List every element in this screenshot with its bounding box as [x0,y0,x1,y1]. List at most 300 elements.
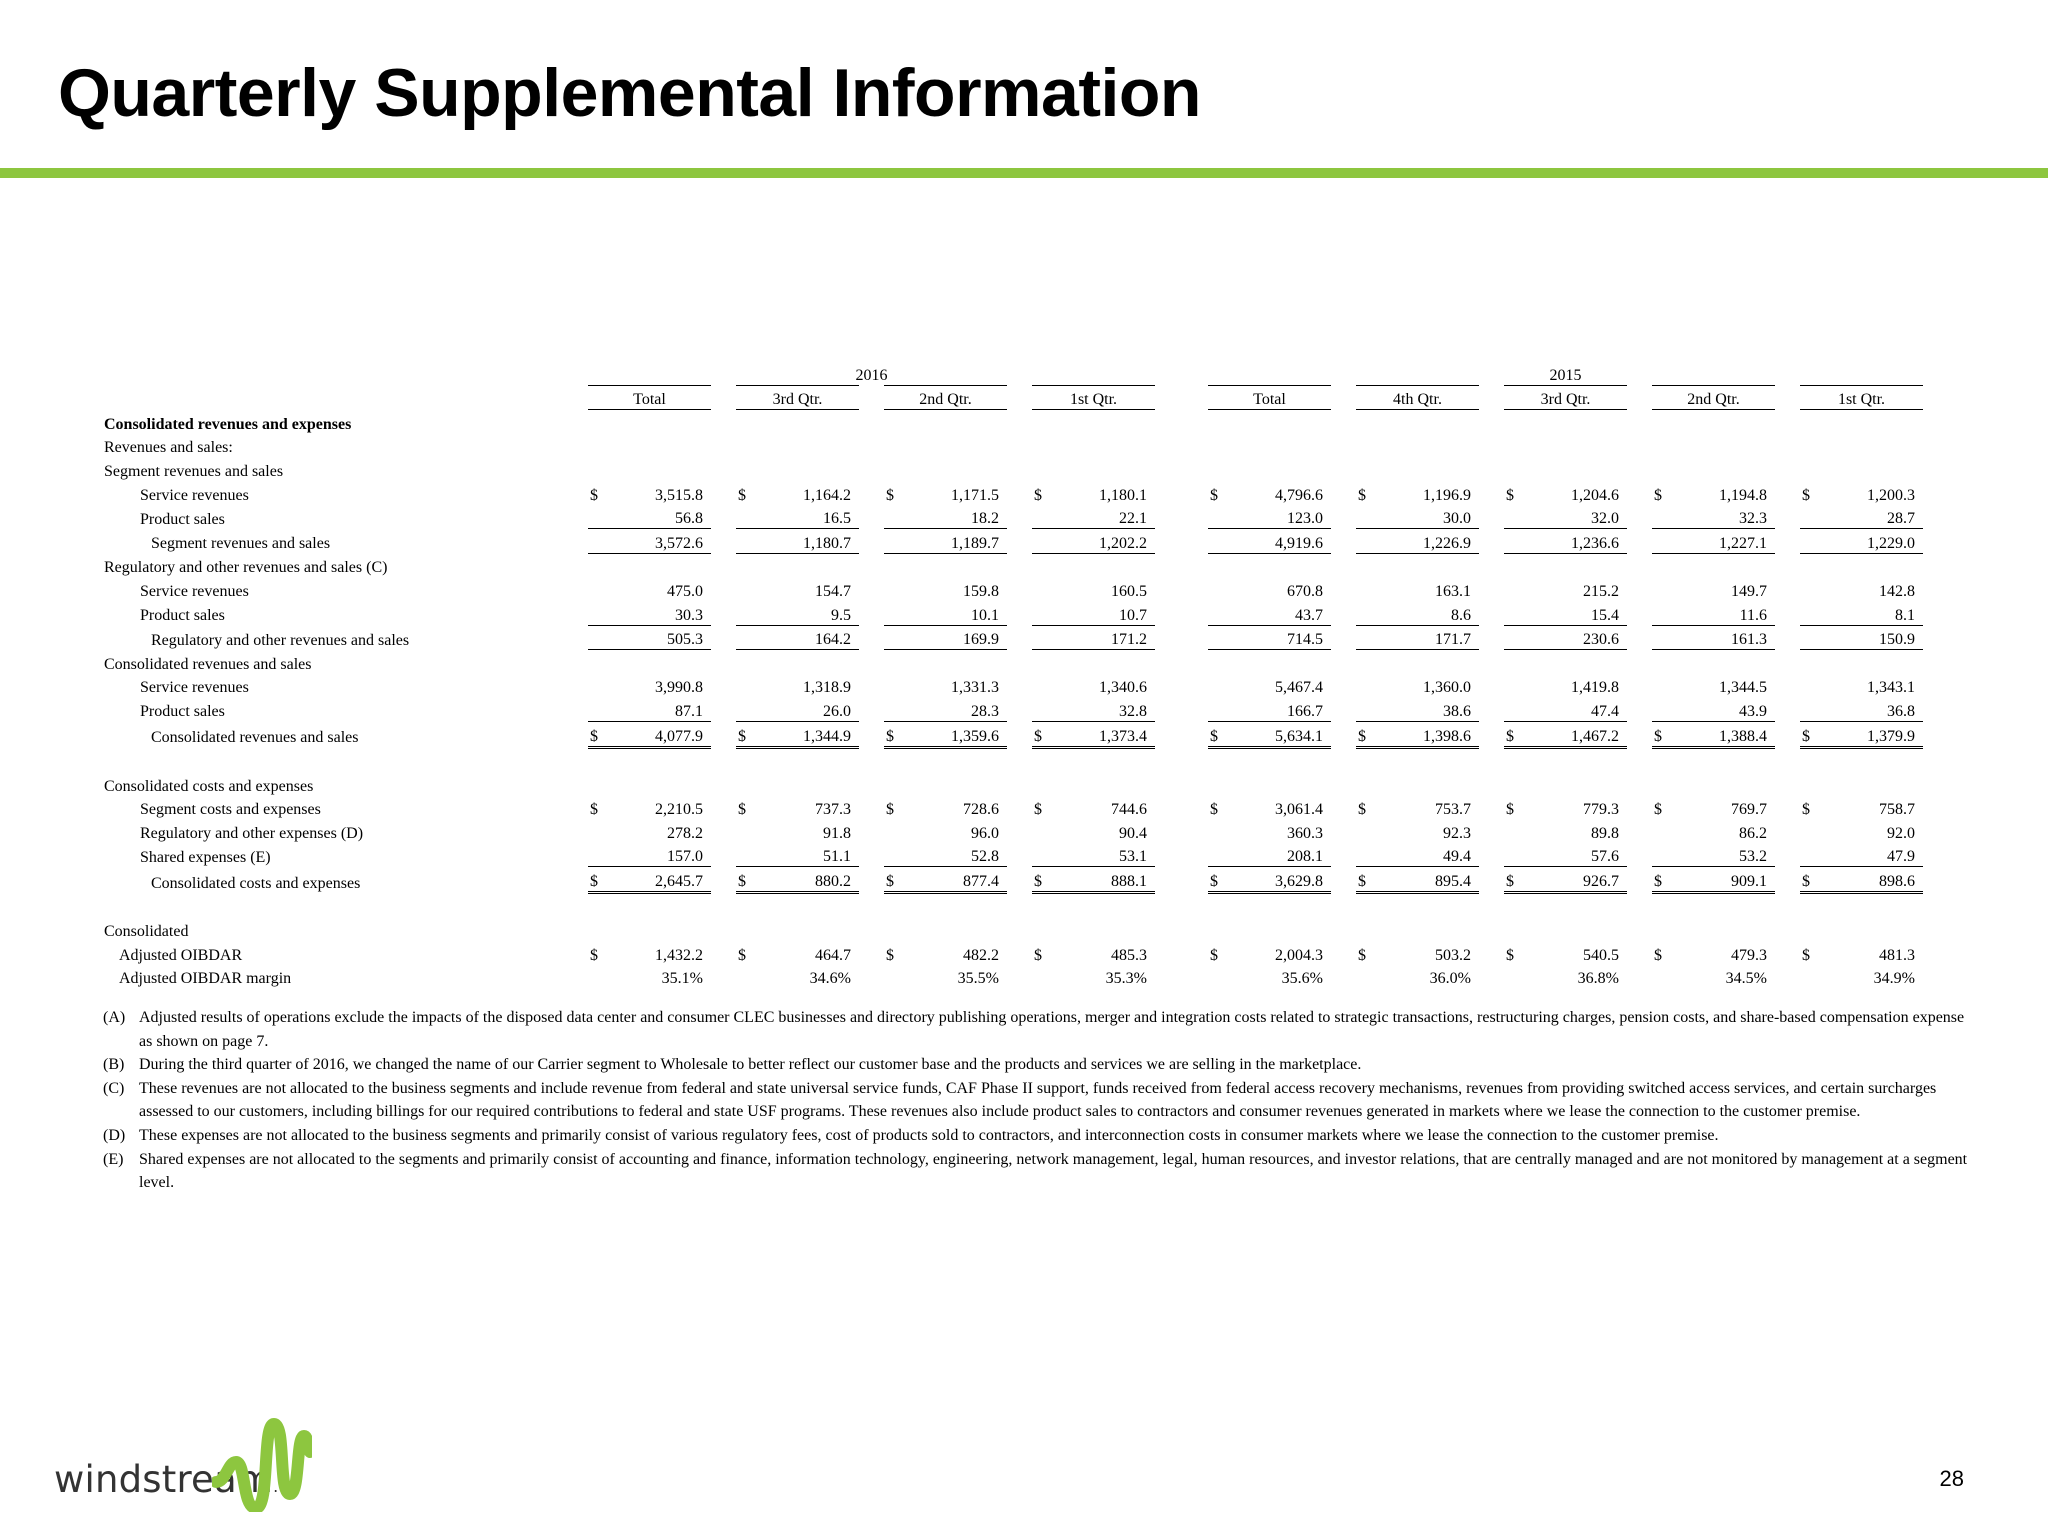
year-gap [1155,650,1208,674]
value-cell: 166.7 [1236,697,1331,721]
column-gap [859,965,884,989]
value-cell [764,650,859,674]
value-cell: 758.7 [1879,801,1915,819]
value-cell [1236,772,1331,796]
value-cell: 49.4 [1384,843,1479,867]
currency-symbol [1356,457,1384,481]
row-label: Shared expenses (E) [140,848,271,866]
value-cell [1060,553,1155,577]
currency-symbol [884,410,912,434]
value-cell: 481.3 [1879,946,1915,964]
value-cell: 164.2 [764,625,859,650]
column-gap [1775,674,1800,698]
column-gap [1331,772,1356,796]
column-gap [1627,505,1652,529]
currency-symbol [588,601,616,625]
currency-symbol [1652,505,1680,529]
section-label-row [98,747,1923,772]
column-gap [859,721,884,747]
value-cell [1680,918,1775,942]
value-cell [1384,457,1479,481]
table-row [98,577,1923,601]
currency-symbol: $ [1654,486,1662,504]
currency-symbol [588,650,616,674]
currency-symbol [588,625,616,650]
value-cell: 52.8 [912,843,1007,867]
currency-symbol [1652,650,1680,674]
value-cell: 149.7 [1731,582,1767,600]
row-label: Adjusted OIBDAR [119,946,243,964]
currency-symbol [1208,697,1236,721]
row-label: Service revenues [140,486,249,504]
currency-symbol [736,819,764,843]
column-gap [1331,410,1356,434]
value-cell [764,457,859,481]
value-cell: 22.1 [1060,505,1155,529]
value-cell [1532,747,1627,772]
year-gap [1155,410,1208,434]
value-cell [1060,457,1155,481]
year-gap [1155,747,1208,772]
column-gap [1331,721,1356,747]
column-header-row [98,385,1923,410]
value-cell: 1,344.5 [1719,679,1767,697]
row-label: Segment revenues and sales [104,462,284,480]
currency-symbol: $ [1504,721,1532,747]
column-gap [1007,893,1032,918]
column-gap [711,918,736,942]
currency-symbol [1800,650,1828,674]
value-cell [1060,434,1155,458]
currency-symbol [1504,819,1532,843]
currency-symbol [1356,965,1384,989]
value-cell: 1,236.6 [1532,529,1627,554]
currency-symbol [1652,918,1680,942]
column-gap [1479,941,1504,965]
currency-symbol: $ [1802,486,1810,504]
value-cell [912,434,1007,458]
value-cell [764,893,859,918]
currency-symbol [588,918,616,942]
value-cell: 34.5% [1725,970,1767,988]
currency-symbol [1504,553,1532,577]
value-cell [1060,410,1155,434]
column-gap [859,481,884,505]
currency-symbol [1356,553,1384,577]
value-cell: 728.6 [963,801,999,819]
column-gap [1007,529,1032,554]
currency-symbol [1800,410,1828,434]
column-gap [1479,697,1504,721]
table-row [98,867,1923,893]
value-cell: 1,419.8 [1571,679,1619,697]
currency-symbol [1652,434,1680,458]
currency-symbol [1356,577,1384,601]
column-gap [1627,965,1652,989]
year-gap [1155,577,1208,601]
value-cell: 1,229.0 [1828,529,1923,554]
value-cell [1384,410,1479,434]
year-gap [1155,796,1208,820]
value-cell: 57.6 [1532,843,1627,867]
currency-symbol [1208,601,1236,625]
currency-symbol [884,697,912,721]
column-gap [859,625,884,650]
value-cell [1532,918,1627,942]
financial-table-body [98,361,1923,988]
year-header-row [98,361,1923,385]
column-gap [1775,772,1800,796]
currency-symbol [588,819,616,843]
column-gap [711,505,736,529]
currency-symbol: $ [1356,721,1384,747]
currency-symbol [1504,577,1532,601]
currency-symbol [1800,674,1828,698]
value-cell [912,553,1007,577]
column-gap [711,843,736,867]
column-gap [1331,625,1356,650]
row-label: Consolidated costs and expenses [151,874,361,892]
column-gap [1331,747,1356,772]
currency-symbol [1356,918,1384,942]
value-cell [616,893,711,918]
column-header: 1st Qtr. [1800,385,1923,410]
value-cell [764,918,859,942]
value-cell: 1,318.9 [803,679,851,697]
currency-symbol [1504,674,1532,698]
column-gap [1775,650,1800,674]
value-cell: 1,180.1 [1099,486,1147,504]
value-cell: 505.3 [616,625,711,650]
column-gap [1331,843,1356,867]
column-gap [1007,918,1032,942]
value-cell: 38.6 [1384,697,1479,721]
table-row [98,625,1923,650]
value-cell: 208.1 [1236,843,1331,867]
column-gap [859,601,884,625]
value-cell: 157.0 [616,843,711,867]
column-gap [1627,697,1652,721]
value-cell [1236,410,1331,434]
currency-symbol: $ [1506,486,1514,504]
value-cell: 753.7 [1435,801,1471,819]
currency-symbol: $ [1032,721,1060,747]
currency-symbol [736,843,764,867]
column-gap [711,650,736,674]
column-gap [1007,553,1032,577]
column-gap [1007,577,1032,601]
year-gap [1155,941,1208,965]
value-cell: 32.8 [1060,697,1155,721]
column-gap [1007,772,1032,796]
row-label [98,747,588,772]
value-cell: 2,645.7 [616,867,711,893]
currency-symbol: $ [1034,486,1042,504]
value-cell [912,650,1007,674]
column-gap [1775,385,1800,410]
value-cell [912,918,1007,942]
value-cell [764,747,859,772]
currency-symbol [1032,577,1060,601]
currency-symbol [884,529,912,554]
column-gap [711,577,736,601]
year-gap [1155,434,1208,458]
column-gap [1775,819,1800,843]
column-gap [1007,965,1032,989]
column-gap [1627,410,1652,434]
column-gap [1775,529,1800,554]
value-cell [1384,918,1479,942]
currency-symbol [736,505,764,529]
column-gap [711,867,736,893]
currency-symbol [1208,772,1236,796]
year-gap [1155,721,1208,747]
currency-symbol [1652,553,1680,577]
column-gap [1331,674,1356,698]
currency-symbol [1504,601,1532,625]
value-cell: 278.2 [667,824,703,842]
value-cell: 51.1 [764,843,859,867]
value-cell [1384,747,1479,772]
currency-symbol [884,650,912,674]
value-cell: 360.3 [1287,824,1323,842]
section-label-row [98,893,1923,918]
currency-symbol [1800,965,1828,989]
column-gap [1007,625,1032,650]
column-gap [1479,796,1504,820]
year-gap [1155,772,1208,796]
section-label-row [98,434,1923,458]
column-gap [1627,674,1652,698]
currency-symbol [1356,674,1384,698]
currency-symbol [1208,893,1236,918]
value-cell [1384,553,1479,577]
column-gap [1007,410,1032,434]
value-cell: 96.0 [971,824,999,842]
column-gap [1479,867,1504,893]
column-gap [1007,385,1032,410]
value-cell [1828,772,1923,796]
column-header: Total [588,385,711,410]
currency-symbol: $ [1034,801,1042,819]
column-gap [1627,434,1652,458]
currency-symbol [1032,650,1060,674]
value-cell: 1,202.2 [1060,529,1155,554]
column-gap [1775,965,1800,989]
value-cell: 926.7 [1532,867,1627,893]
value-cell: 670.8 [1287,582,1323,600]
value-cell: 1,189.7 [912,529,1007,554]
column-gap [1331,697,1356,721]
value-cell: 26.0 [764,697,859,721]
currency-symbol [1800,529,1828,554]
row-label: Consolidated revenues and sales [151,729,359,746]
column-gap [859,747,884,772]
currency-symbol: $ [1210,801,1218,819]
currency-symbol [1208,819,1236,843]
currency-symbol [588,457,616,481]
currency-symbol [1800,553,1828,577]
column-gap [1627,893,1652,918]
column-gap [1331,650,1356,674]
year-gap [1155,601,1208,625]
currency-symbol: $ [1358,486,1366,504]
currency-symbol [884,577,912,601]
column-header: 2nd Qtr. [884,385,1007,410]
value-cell: 2,004.3 [1275,946,1323,964]
column-gap [1331,481,1356,505]
column-gap [1627,941,1652,965]
section-label-row [98,553,1923,577]
value-cell: 4,919.6 [1236,529,1331,554]
year-header-2016: 2016 [855,366,888,384]
year-gap [1155,385,1208,410]
value-cell [1680,650,1775,674]
column-gap [1331,601,1356,625]
value-cell: 32.3 [1680,505,1775,529]
currency-symbol [1032,918,1060,942]
currency-symbol [1504,625,1532,650]
table-row [98,697,1923,721]
column-gap [859,410,884,434]
currency-symbol: $ [738,486,746,504]
row-label: Consolidated revenues and sales [104,655,312,673]
column-gap [1479,747,1504,772]
currency-symbol [736,529,764,554]
column-gap [1479,457,1504,481]
row-label: Regulatory and other expenses (D) [140,824,364,842]
value-cell: 154.7 [815,582,851,600]
currency-symbol [884,843,912,867]
value-cell: 2,210.5 [655,801,703,819]
column-gap [711,457,736,481]
footnote-text: During the third quarter of 2016, we changed the name of our Carrier segment to Wholesale to better reflect our customer base and the products and services we are selling in the marketplace. [139,1056,1362,1074]
value-cell: 479.3 [1731,946,1767,964]
column-gap [1627,867,1652,893]
currency-symbol [736,697,764,721]
column-gap [1775,697,1800,721]
currency-symbol: $ [1034,946,1042,964]
currency-symbol [1032,601,1060,625]
currency-symbol [1652,601,1680,625]
currency-symbol [1032,410,1060,434]
currency-symbol [1504,893,1532,918]
column-gap [859,529,884,554]
value-cell: 5,634.1 [1236,721,1331,747]
currency-symbol [884,918,912,942]
value-cell: 34.9% [1873,970,1915,988]
value-cell: 171.2 [1060,625,1155,650]
year-gap [1155,553,1208,577]
currency-symbol: $ [1208,721,1236,747]
value-cell [616,918,711,942]
column-gap [1007,674,1032,698]
column-gap [1331,965,1356,989]
value-cell: 503.2 [1435,946,1471,964]
column-gap [859,772,884,796]
currency-symbol [1356,434,1384,458]
table-row [98,819,1923,843]
currency-symbol [884,625,912,650]
value-cell [1236,918,1331,942]
value-cell [616,410,711,434]
column-gap [859,650,884,674]
value-cell [1680,553,1775,577]
column-gap [859,819,884,843]
column-gap [859,893,884,918]
value-cell [912,893,1007,918]
currency-symbol [1800,918,1828,942]
column-gap [1775,457,1800,481]
value-cell [764,410,859,434]
footnote-key: (B) [103,1056,125,1074]
value-cell: 1,340.6 [1099,679,1147,697]
currency-symbol [1356,625,1384,650]
column-gap [1775,747,1800,772]
column-gap [1775,796,1800,820]
currency-symbol [1032,457,1060,481]
value-cell [1236,650,1331,674]
value-cell: 1,379.9 [1828,721,1923,747]
column-gap [1331,505,1356,529]
column-gap [1627,796,1652,820]
currency-symbol [1032,965,1060,989]
value-cell [1236,747,1331,772]
currency-symbol [736,650,764,674]
column-gap [1331,918,1356,942]
column-gap [711,941,736,965]
column-gap [1479,721,1504,747]
currency-symbol [884,553,912,577]
value-cell: 9.5 [764,601,859,625]
currency-symbol: $ [886,801,894,819]
currency-symbol [588,697,616,721]
section-label-row [98,650,1923,674]
currency-symbol [1356,529,1384,554]
column-gap [1007,747,1032,772]
value-cell: 895.4 [1384,867,1479,893]
column-gap [711,385,736,410]
table-row [98,965,1923,989]
column-gap [1331,434,1356,458]
currency-symbol [588,772,616,796]
column-gap [1331,796,1356,820]
currency-symbol [1652,819,1680,843]
value-cell: 1,227.1 [1680,529,1775,554]
value-cell: 30.3 [616,601,711,625]
footnote [103,1077,1968,1124]
value-cell: 35.6% [1281,970,1323,988]
currency-symbol [1032,529,1060,554]
column-gap [711,481,736,505]
year-gap [1155,965,1208,989]
currency-symbol [588,843,616,867]
column-gap [711,965,736,989]
column-header: 3rd Qtr. [736,385,859,410]
year-header-2015: 2015 [1549,366,1582,384]
value-cell [1828,457,1923,481]
column-gap [1479,893,1504,918]
column-gap [1479,650,1504,674]
currency-symbol [1032,893,1060,918]
year-gap [1155,843,1208,867]
column-gap [1007,721,1032,747]
column-gap [1331,577,1356,601]
currency-symbol [1032,819,1060,843]
value-cell: 1,194.8 [1719,486,1767,504]
row-label: Revenues and sales: [104,439,233,457]
column-gap [1007,434,1032,458]
